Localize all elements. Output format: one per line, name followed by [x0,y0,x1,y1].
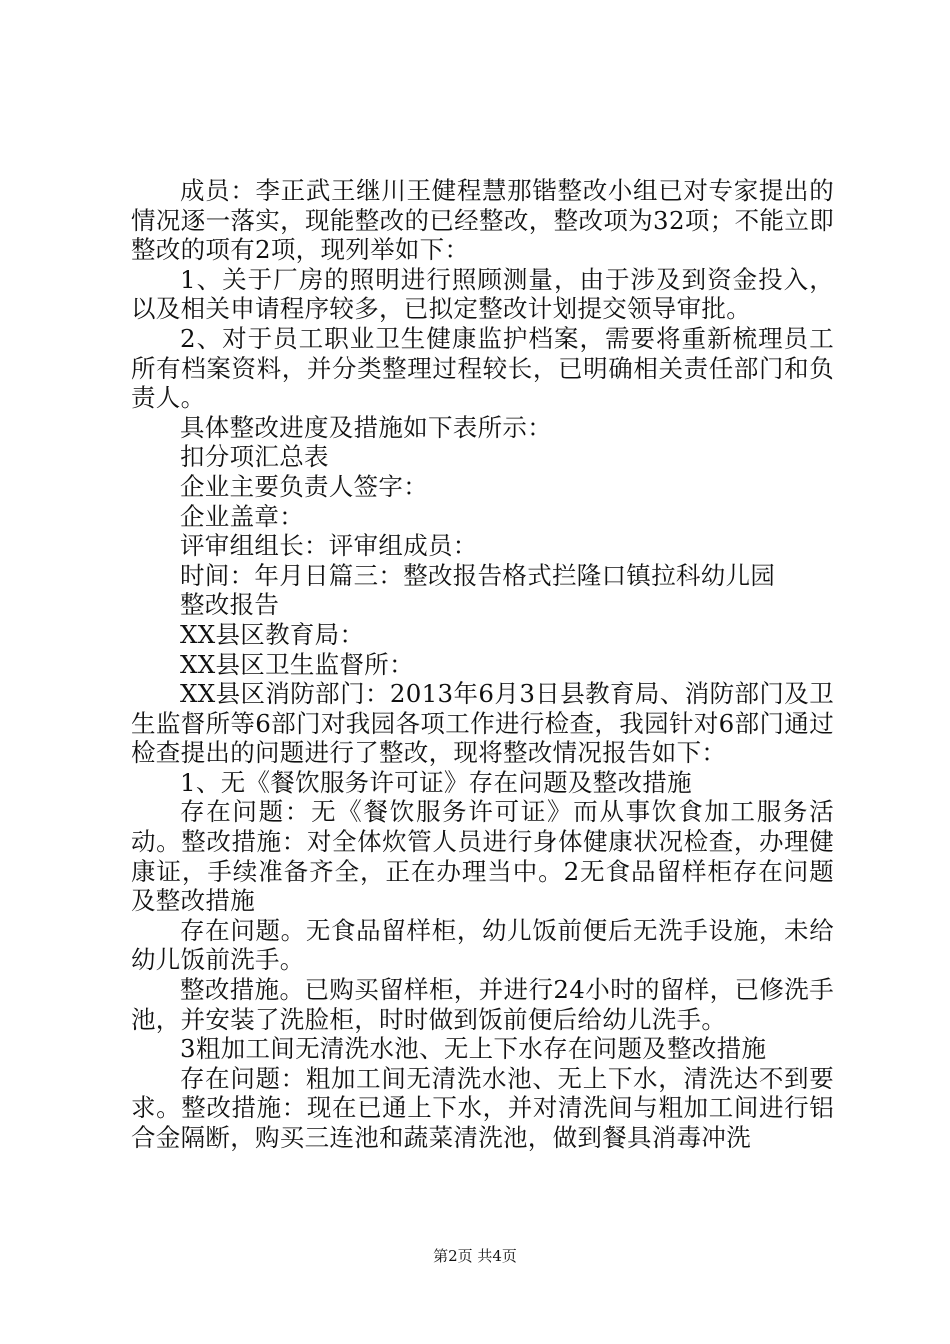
paragraph: 3粗加工间无清洗水池、无上下水存在问题及整改措施 [180,1034,767,1064]
paragraph: 具体整改进度及措施如下表所示： [180,412,552,442]
paragraph: 2、对于员工职业卫生健康监护档案，需要将重新梳理员工所有档案资料，并分类整理过程较长，已明确相关责任部门和负责人。 [131,323,834,413]
paragraph: 整改报告 [180,590,280,620]
paragraph: 时间：年月日篇三：整改报告格式拦隆口镇拉科幼儿园 [180,560,776,590]
page-number-footer: 第2页 共4页 [433,1247,517,1265]
paragraph: 成员：李正武王继川王健程慧那锴整改小组已对专家提出的情况逐一落实，现能整改的已经整改，整改项为32项；不能立即整改的项有2项，现列举如下： [131,176,834,265]
paragraph: 评审组组长：评审组成员： [180,531,478,561]
paragraph: 1、关于厂房的照明进行照顾测量，由于涉及到资金投入，以及相关申请程序较多，已拟定整改计划提交领导审批。 [131,264,834,324]
paragraph: XX县区消防部门：2013年6月3日县教育局、消防部门及卫生监督所等6部门对我园各项工作进行检查，我园针对6部门通过检查提出的问题进行了整改，现将整改情况报告如下： [131,679,834,768]
paragraph: XX县区教育局： [180,619,365,649]
paragraph: 企业主要负责人签字： [180,471,428,501]
paragraph: 扣分项汇总表 [180,442,329,472]
paragraph: XX县区卫生监督所： [180,649,414,679]
paragraph: 整改措施。已购买留样柜，并进行24小时的留样，已修洗手池，并安装了洗脸柜，时时做到饭前便后给幼儿洗手。 [131,975,834,1034]
document-body [131,176,834,1153]
paragraph: 存在问题。无食品留样柜，幼儿饭前便后无洗手设施，未给幼儿饭前洗手。 [131,915,834,975]
paragraph: 存在问题：无《餐饮服务许可证》而从事饮食加工服务活动。整改措施：对全体炊管人员进行身体健康状况检查，办理健康证，手续准备齐全，正在办理当中。2无食品留样柜存在问题及整改措施 [131,797,835,916]
paragraph: 1、无《餐饮服务许可证》存在问题及整改措施 [180,767,692,797]
paragraph: 存在问题：粗加工间无清洗水池、无上下水，清洗达不到要求。整改措施：现在已通上下水，并对清洗间与粗加工间进行铝合金隔断，购买三连池和蔬菜清洗池，做到餐具消毒冲洗 [131,1063,834,1152]
paragraph: 企业盖章： [180,501,304,531]
